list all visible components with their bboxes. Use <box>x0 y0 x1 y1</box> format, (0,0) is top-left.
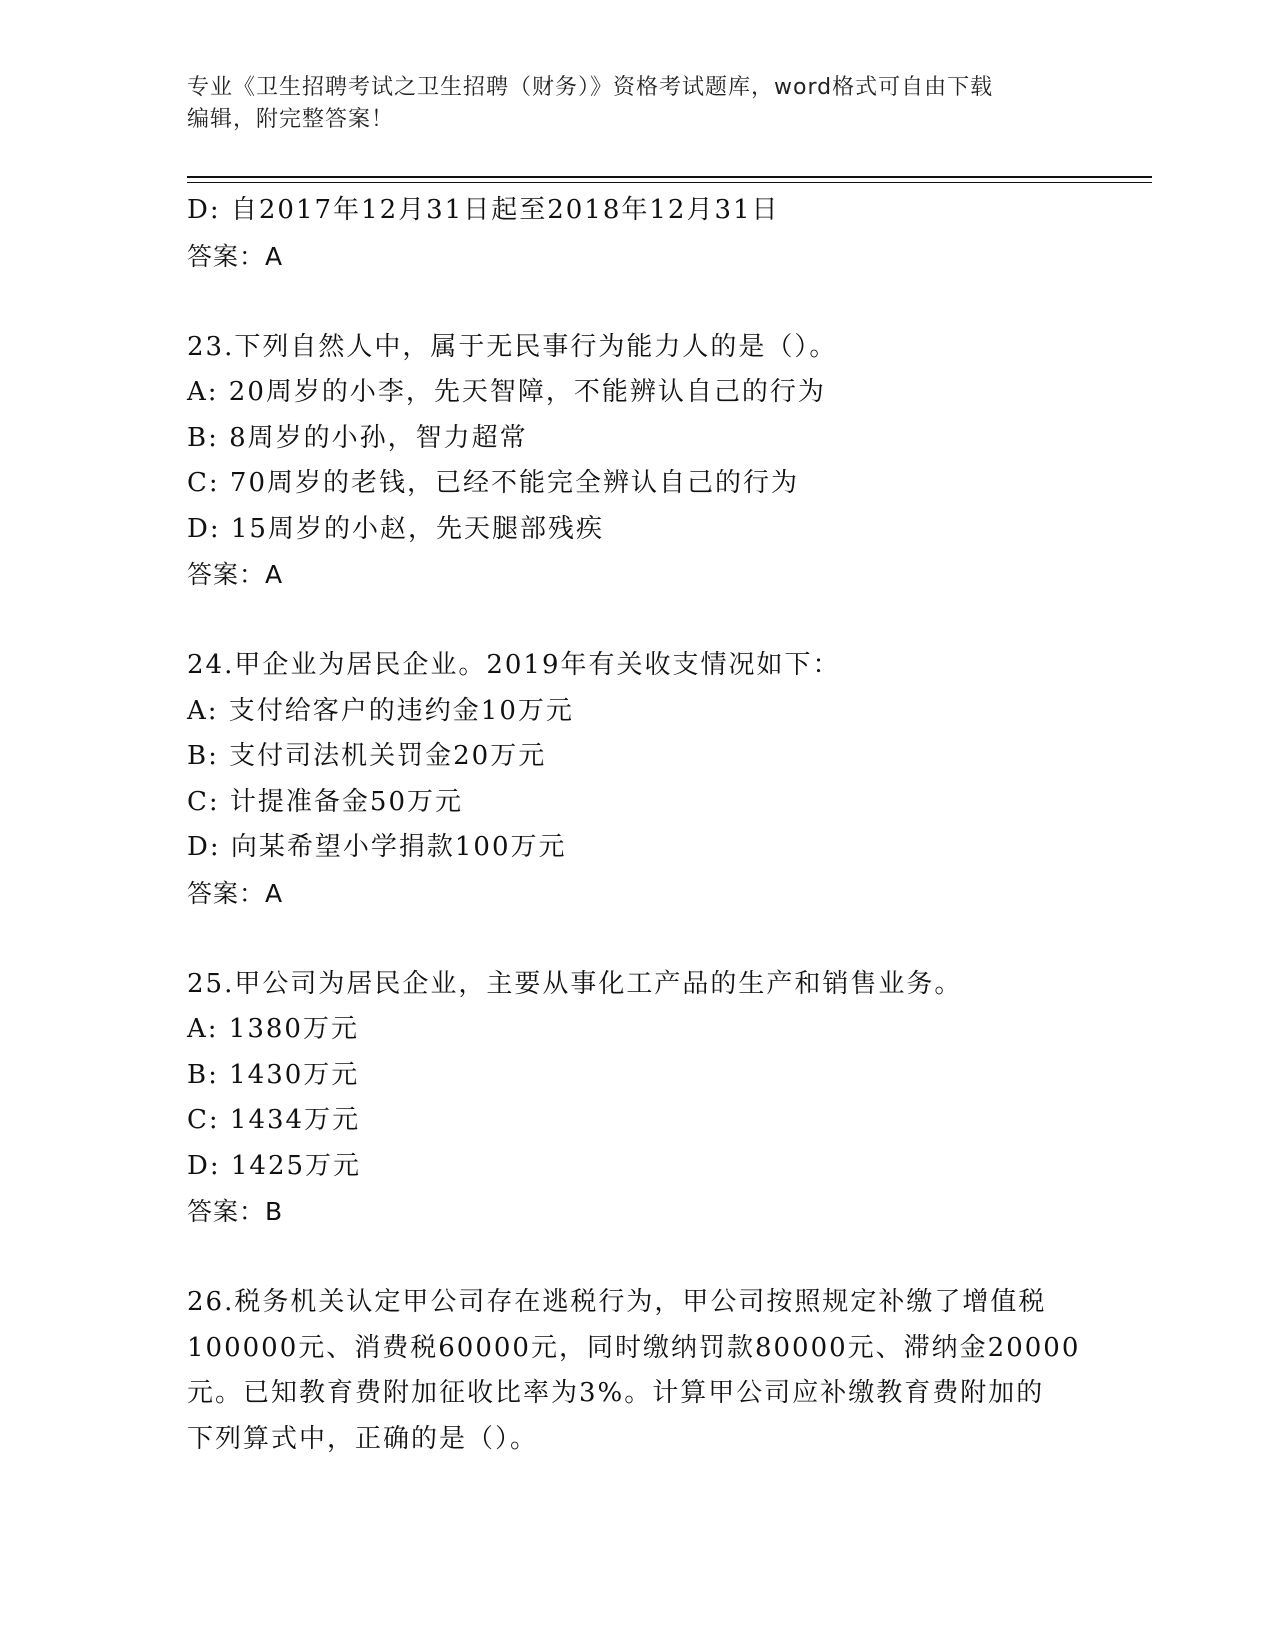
option-a: A: 支付给客户的违约金10万元 <box>187 695 574 726</box>
question-25 <box>187 962 1087 1235</box>
option-d: D: 向某希望小学捐款100万元 <box>187 832 567 862</box>
option-a: A: 1380万元 <box>187 1014 359 1044</box>
question-24 <box>187 643 1087 916</box>
option-b: B: 支付司法机关罚金20万元 <box>187 741 547 771</box>
question-stem-line: 26.税务机关认定甲公司存在逃税行为，甲公司按照规定补缴了增值税 <box>187 1287 1047 1317</box>
option-d: D: 1425万元 <box>187 1150 362 1181</box>
option-c: C: 70周岁的老钱，已经不能完全辨认自己的行为 <box>187 468 800 498</box>
spacer <box>187 279 1087 325</box>
answer: 答案：A <box>187 878 284 908</box>
option-b: B: 1430万元 <box>187 1059 360 1090</box>
question-stem-line: 元。已知教育费附加征收比率为3%。计算甲公司应补缴教育费附加的 <box>187 1378 1045 1408</box>
option-b: B: 8周岁的小孙，智力超常 <box>187 422 528 453</box>
question-list <box>187 188 1087 1462</box>
option-d: D: 15周岁的小赵，先天腿部残疾 <box>187 513 604 544</box>
header-line-2: 编辑，附完整答案！ <box>187 107 395 132</box>
question-stem: 24.甲企业为居民企业。2019年有关收支情况如下： <box>187 650 841 680</box>
answer: 答案：A <box>187 241 284 271</box>
answer: 答案：B <box>187 1197 284 1226</box>
question-stem-line: 100000元、消费税60000元，同时缴纳罚款80000元、滞纳金20000 <box>187 1332 1081 1363</box>
document-header <box>187 72 1087 136</box>
spacer <box>187 1235 1087 1281</box>
header-divider-thick <box>187 176 1152 178</box>
option-d: D: 自2017年12月31日起至2018年12月31日 <box>187 195 780 225</box>
question-23 <box>187 325 1087 598</box>
option-c: C: 1434万元 <box>187 1105 361 1135</box>
question-26 <box>187 1280 1087 1462</box>
header-divider-thin <box>187 182 1152 183</box>
question-stem: 25.甲公司为居民企业，主要从事化工产品的生产和销售业务。 <box>187 968 963 999</box>
option-c: C: 计提准备金50万元 <box>187 786 464 817</box>
spacer <box>187 916 1087 962</box>
question-stem-line: 下列算式中，正确的是（）。 <box>187 1423 539 1454</box>
header-line-1: 专业《卫生招聘考试之卫生招聘（财务）》资格考试题库，word格式可自由下载 <box>187 75 994 100</box>
option-a: A: 20周岁的小李，先天智障，不能辨认自己的行为 <box>187 377 826 407</box>
question-stem: 23.下列自然人中，属于无民事行为能力人的是（）。 <box>187 331 838 362</box>
answer: 答案：A <box>187 560 284 589</box>
spacer <box>187 598 1087 644</box>
